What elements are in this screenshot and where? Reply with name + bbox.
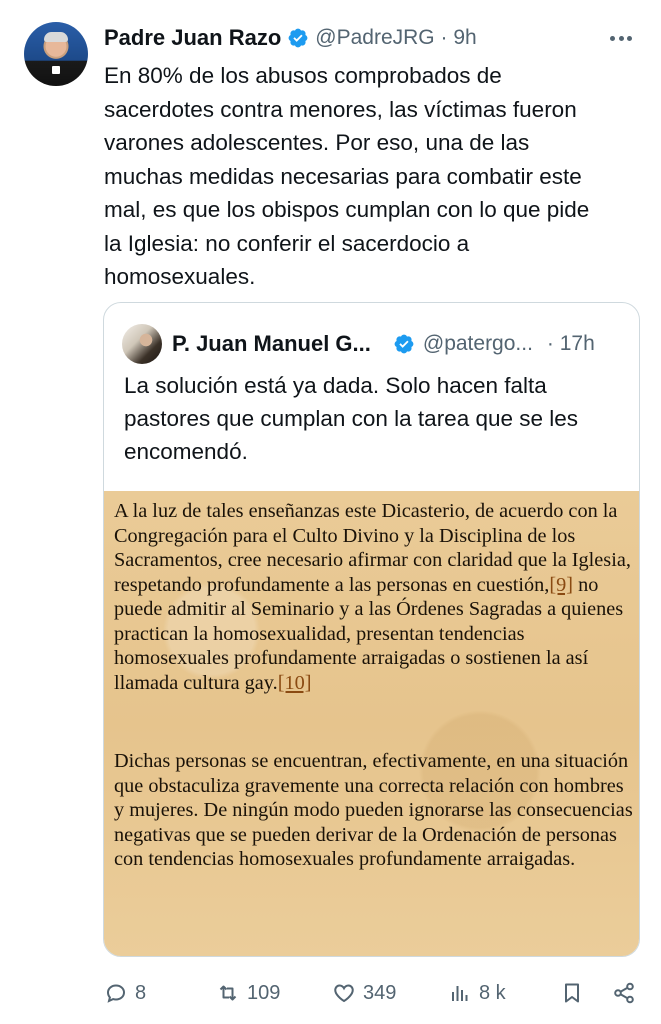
image-paragraph-2: Dichas personas se encuentran, efectivamente, en una situación que obstaculiza gravemente una correcta relación con hombres y mujeres. De ningún modo pueden ignorarse las consecuencias negativas que se pueden derivar de la Ordenación de personas con tendencias homosexuales profundamente arraigadas. [114,750,633,870]
verified-badge-icon [287,27,309,49]
views-button[interactable] [448,976,506,1010]
share-button[interactable] [612,976,636,1010]
share-icon [612,981,636,1005]
like-count: 349 [363,981,397,1004]
footnote-ref-9: [9] [549,573,573,596]
author-name[interactable]: Padre Juan Razo [104,25,282,50]
views-icon [448,981,472,1005]
tweet-time[interactable]: 9h [453,26,477,49]
tweet-header [104,24,477,52]
quoted-tweet[interactable] [103,302,640,957]
author-handle[interactable] [315,26,476,50]
like-button[interactable] [332,976,396,1010]
quoted-author-avatar[interactable] [122,324,162,364]
footnote-ref-10: [10] [277,671,312,694]
bookmark-button[interactable] [560,976,584,1010]
action-bar [104,976,644,1010]
reply-button[interactable] [104,976,146,1010]
retweet-button[interactable] [216,976,280,1010]
quoted-tweet-header [122,325,622,363]
author-handle-text: @PadreJRG [315,26,435,49]
image-paragraph-1 [114,499,634,695]
tweet-text: En 80% de los abusos comprobados de sacerdotes contra menores, las víctimas fueron varones adolescentes. Por eso, una de las muchas medidas necesarias para combatir este mal, es que los obispos cumplan con lo que pide la Iglesia: no conferir el sacerdocio a homosexuales. [104,63,590,289]
quoted-author-name[interactable]: P. Juan Manuel G... [172,331,371,356]
views-count: 8 k [479,981,506,1004]
quoted-tweet-time[interactable]: · 17h [546,332,595,355]
heart-icon [332,981,356,1005]
quoted-tweet-image[interactable] [104,491,640,957]
retweet-icon [216,981,240,1005]
reply-icon [104,981,128,1005]
retweet-count: 109 [247,981,281,1004]
author-avatar[interactable] [24,22,88,86]
quoted-tweet-text: La solución está ya dada. Solo hacen falta pastores que cumplan con la tarea que se les encomendó. [124,373,579,464]
reply-count: 8 [135,981,147,1004]
quoted-author-handle[interactable]: @patergo... [422,332,533,355]
more-options-button[interactable] [607,28,635,48]
bookmark-icon [560,981,584,1005]
handle-separator: · [440,26,448,49]
image-text-1a: A la luz de tales enseñanzas este Dicasterio, de acuerdo con la Congregación para el Culto Divino y la Disciplina de los Sacramentos, cree necesario afirmar con claridad que la Iglesia, respetando profundamente a las personas en cuestión, [114,500,631,596]
verified-badge-icon [393,333,415,355]
image-text-1b: no puede admitir al Seminario y a las Órdenes Sagradas a quienes practican la homosexualidad, presentan tendencias homosexuales profundamente arraigadas o sostienen la así llamada cultura gay. [114,573,624,694]
more-icon [610,36,615,41]
